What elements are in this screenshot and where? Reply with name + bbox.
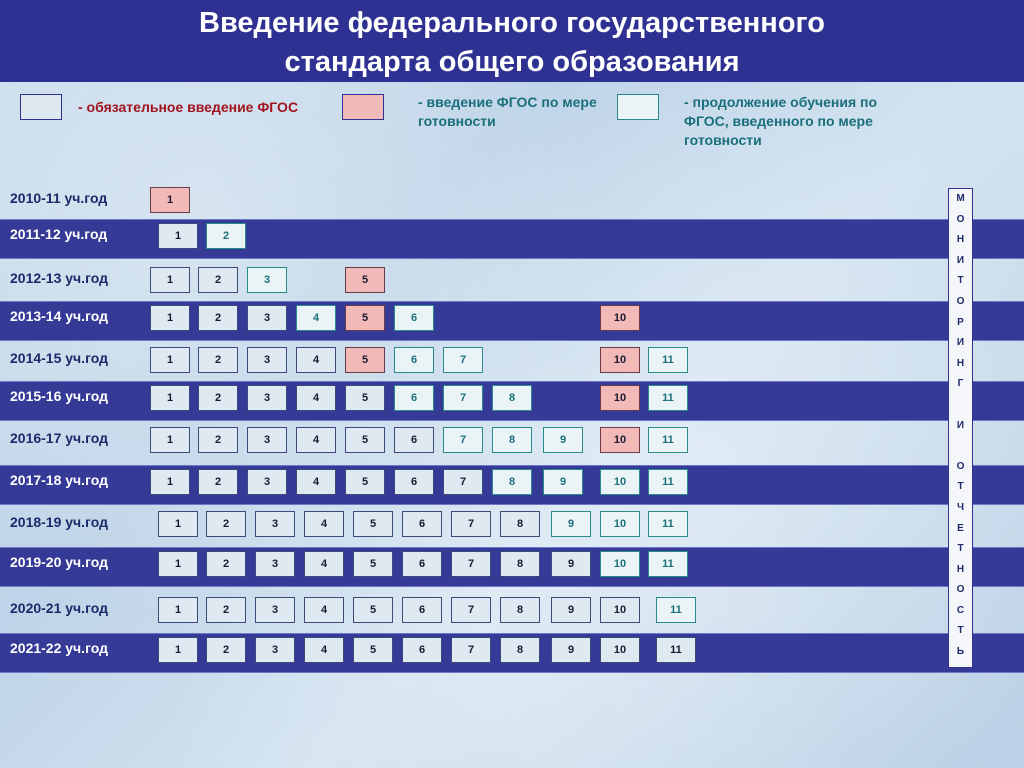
monitoring-letter: О — [956, 584, 965, 596]
grade-cell: 7 — [443, 469, 483, 495]
grade-cell: 6 — [394, 469, 434, 495]
grade-cell: 6 — [402, 511, 442, 537]
grade-cell: 1 — [158, 551, 198, 577]
grade-cell: 5 — [345, 267, 385, 293]
grade-cell: 5 — [345, 347, 385, 373]
grade-cell: 4 — [304, 511, 344, 537]
grade-cell: 2 — [198, 427, 238, 453]
grade-cell: 5 — [345, 427, 385, 453]
monitoring-letter: И — [956, 337, 965, 349]
grade-cell: 10 — [600, 597, 640, 623]
grade-cell: 2 — [206, 637, 246, 663]
grade-cell: 3 — [255, 637, 295, 663]
grade-cell: 8 — [500, 597, 540, 623]
grade-cell: 11 — [648, 511, 688, 537]
grade-cell: 8 — [492, 385, 532, 411]
grade-cell: 1 — [158, 637, 198, 663]
monitoring-letter: М — [956, 193, 965, 204]
year-label: 2018-19 уч.год — [10, 514, 108, 530]
grade-cell: 7 — [451, 637, 491, 663]
monitoring-letter: И — [956, 419, 965, 431]
grade-cell: 6 — [394, 347, 434, 373]
grade-cell: 5 — [345, 305, 385, 331]
grade-cell: 6 — [394, 305, 434, 331]
grade-cell: 5 — [345, 469, 385, 495]
grade-cell: 2 — [198, 267, 238, 293]
grade-cell: 6 — [402, 637, 442, 663]
grade-cell: 3 — [247, 347, 287, 373]
year-label: 2012-13 уч.год — [10, 270, 108, 286]
year-label: 2016-17 уч.год — [10, 430, 108, 446]
monitoring-letter — [949, 395, 972, 416]
grade-cell: 4 — [296, 427, 336, 453]
monitoring-letter: О — [956, 213, 965, 225]
grade-cell: 4 — [304, 637, 344, 663]
grade-cell: 11 — [656, 637, 696, 663]
grade-cell: 4 — [296, 347, 336, 373]
monitoring-letter: Ч — [956, 501, 965, 513]
grade-cell: 4 — [296, 305, 336, 331]
grade-cell: 10 — [600, 305, 640, 331]
grade-cell: 11 — [648, 427, 688, 453]
grade-cell: 9 — [551, 551, 591, 577]
year-label: 2010-11 уч.год — [10, 190, 108, 206]
monitoring-letter — [949, 436, 972, 457]
grade-cell: 1 — [150, 267, 190, 293]
grade-cell: 8 — [492, 427, 532, 453]
grade-cell: 3 — [255, 511, 295, 537]
grade-cell: 2 — [206, 511, 246, 537]
legend-swatch-continue — [617, 94, 659, 120]
monitoring-letter: Н — [956, 563, 965, 575]
grade-cell: 4 — [296, 385, 336, 411]
grade-cell: 10 — [600, 511, 640, 537]
grade-cell: 1 — [150, 347, 190, 373]
grade-cell: 1 — [158, 511, 198, 537]
monitoring-letter: Н — [956, 357, 965, 369]
grade-cell: 4 — [304, 551, 344, 577]
grade-cell: 9 — [551, 597, 591, 623]
legend-continue-label: - продолжение обучения по ФГОС, введенного по мере готовности — [684, 94, 878, 148]
grade-cell: 10 — [600, 551, 640, 577]
grade-cell: 11 — [656, 597, 696, 623]
grade-cell: 1 — [150, 427, 190, 453]
year-label: 2019-20 уч.год — [10, 554, 108, 570]
grade-cell: 2 — [198, 385, 238, 411]
monitoring-letter: И — [956, 254, 965, 266]
grade-cell: 6 — [394, 427, 434, 453]
grade-cell: 10 — [600, 347, 640, 373]
grade-cell: 6 — [402, 551, 442, 577]
grade-cell: 8 — [500, 551, 540, 577]
grade-cell: 5 — [353, 551, 393, 577]
grade-cell: 11 — [648, 469, 688, 495]
grade-cell: 3 — [247, 267, 287, 293]
year-band — [0, 219, 1024, 259]
title-bar — [0, 0, 1024, 82]
grade-cell: 3 — [247, 305, 287, 331]
grade-cell: 2 — [198, 347, 238, 373]
grade-cell: 11 — [648, 347, 688, 373]
page-title-line2: стандарта общего образования — [284, 46, 740, 78]
monitoring-letter: Г — [957, 378, 964, 390]
grade-cell: 1 — [158, 223, 198, 249]
grade-cell: 7 — [443, 347, 483, 373]
grade-cell: 2 — [198, 305, 238, 331]
grade-cell: 2 — [206, 597, 246, 623]
grade-cell: 6 — [402, 597, 442, 623]
grade-cell: 11 — [648, 551, 688, 577]
grade-cell: 10 — [600, 385, 640, 411]
grade-cell: 6 — [394, 385, 434, 411]
grade-cell: 2 — [198, 469, 238, 495]
monitoring-label — [948, 188, 973, 668]
grade-cell: 9 — [543, 427, 583, 453]
grade-cell: 3 — [247, 385, 287, 411]
grade-cell: 7 — [451, 597, 491, 623]
grade-cell: 4 — [296, 469, 336, 495]
grade-cell: 9 — [551, 511, 591, 537]
year-label: 2015-16 уч.год — [10, 388, 108, 404]
monitoring-letter: Т — [957, 543, 964, 555]
grade-cell: 7 — [451, 551, 491, 577]
monitoring-letter: Т — [957, 481, 964, 493]
grade-cell: 9 — [551, 637, 591, 663]
grade-cell: 10 — [600, 469, 640, 495]
monitoring-letter: Н — [956, 234, 965, 246]
monitoring-letter: Т — [957, 275, 964, 287]
grade-cell: 4 — [304, 597, 344, 623]
legend-swatch-ready — [342, 94, 384, 120]
grade-cell: 1 — [150, 469, 190, 495]
grade-cell: 9 — [543, 469, 583, 495]
year-label: 2011-12 уч.год — [10, 226, 108, 242]
grade-cell: 8 — [492, 469, 532, 495]
legend-ready-label: - введение ФГОС по мере готовности — [418, 94, 597, 129]
grade-cell: 3 — [247, 469, 287, 495]
grade-cell: 11 — [648, 385, 688, 411]
monitoring-letter: Ь — [956, 646, 965, 658]
grade-cell: 7 — [451, 511, 491, 537]
monitoring-letter: С — [956, 604, 965, 616]
year-label: 2020-21 уч.год — [10, 600, 108, 616]
grade-cell: 7 — [443, 427, 483, 453]
monitoring-letter: О — [956, 295, 965, 307]
grade-cell: 1 — [150, 305, 190, 331]
monitoring-letter: Е — [957, 522, 964, 534]
grade-cell: 10 — [600, 637, 640, 663]
year-label: 2021-22 уч.год — [10, 640, 108, 656]
grade-cell: 5 — [353, 637, 393, 663]
grade-cell: 1 — [150, 385, 190, 411]
grade-cell: 10 — [600, 427, 640, 453]
grade-cell: 3 — [255, 597, 295, 623]
grade-cell: 7 — [443, 385, 483, 411]
monitoring-letter: О — [956, 460, 965, 472]
legend-mandatory-label: - обязательное введение ФГОС — [78, 99, 299, 115]
legend-swatch-mandatory — [20, 94, 62, 120]
grade-cell: 5 — [353, 597, 393, 623]
grade-cell: 8 — [500, 637, 540, 663]
monitoring-letter: Т — [957, 625, 964, 637]
grade-cell: 5 — [345, 385, 385, 411]
year-label: 2014-15 уч.год — [10, 350, 108, 366]
grade-cell: 3 — [247, 427, 287, 453]
page-title-line1: Введение федерального государственного — [199, 7, 825, 39]
grade-cell: 2 — [206, 223, 246, 249]
grade-cell: 5 — [353, 511, 393, 537]
grade-cell: 8 — [500, 511, 540, 537]
grade-cell: 1 — [150, 187, 190, 213]
grade-cell: 3 — [255, 551, 295, 577]
monitoring-letter: Р — [957, 316, 964, 328]
grade-cell: 1 — [158, 597, 198, 623]
year-label: 2013-14 уч.год — [10, 308, 108, 324]
grade-cell: 2 — [206, 551, 246, 577]
year-label: 2017-18 уч.год — [10, 472, 108, 488]
